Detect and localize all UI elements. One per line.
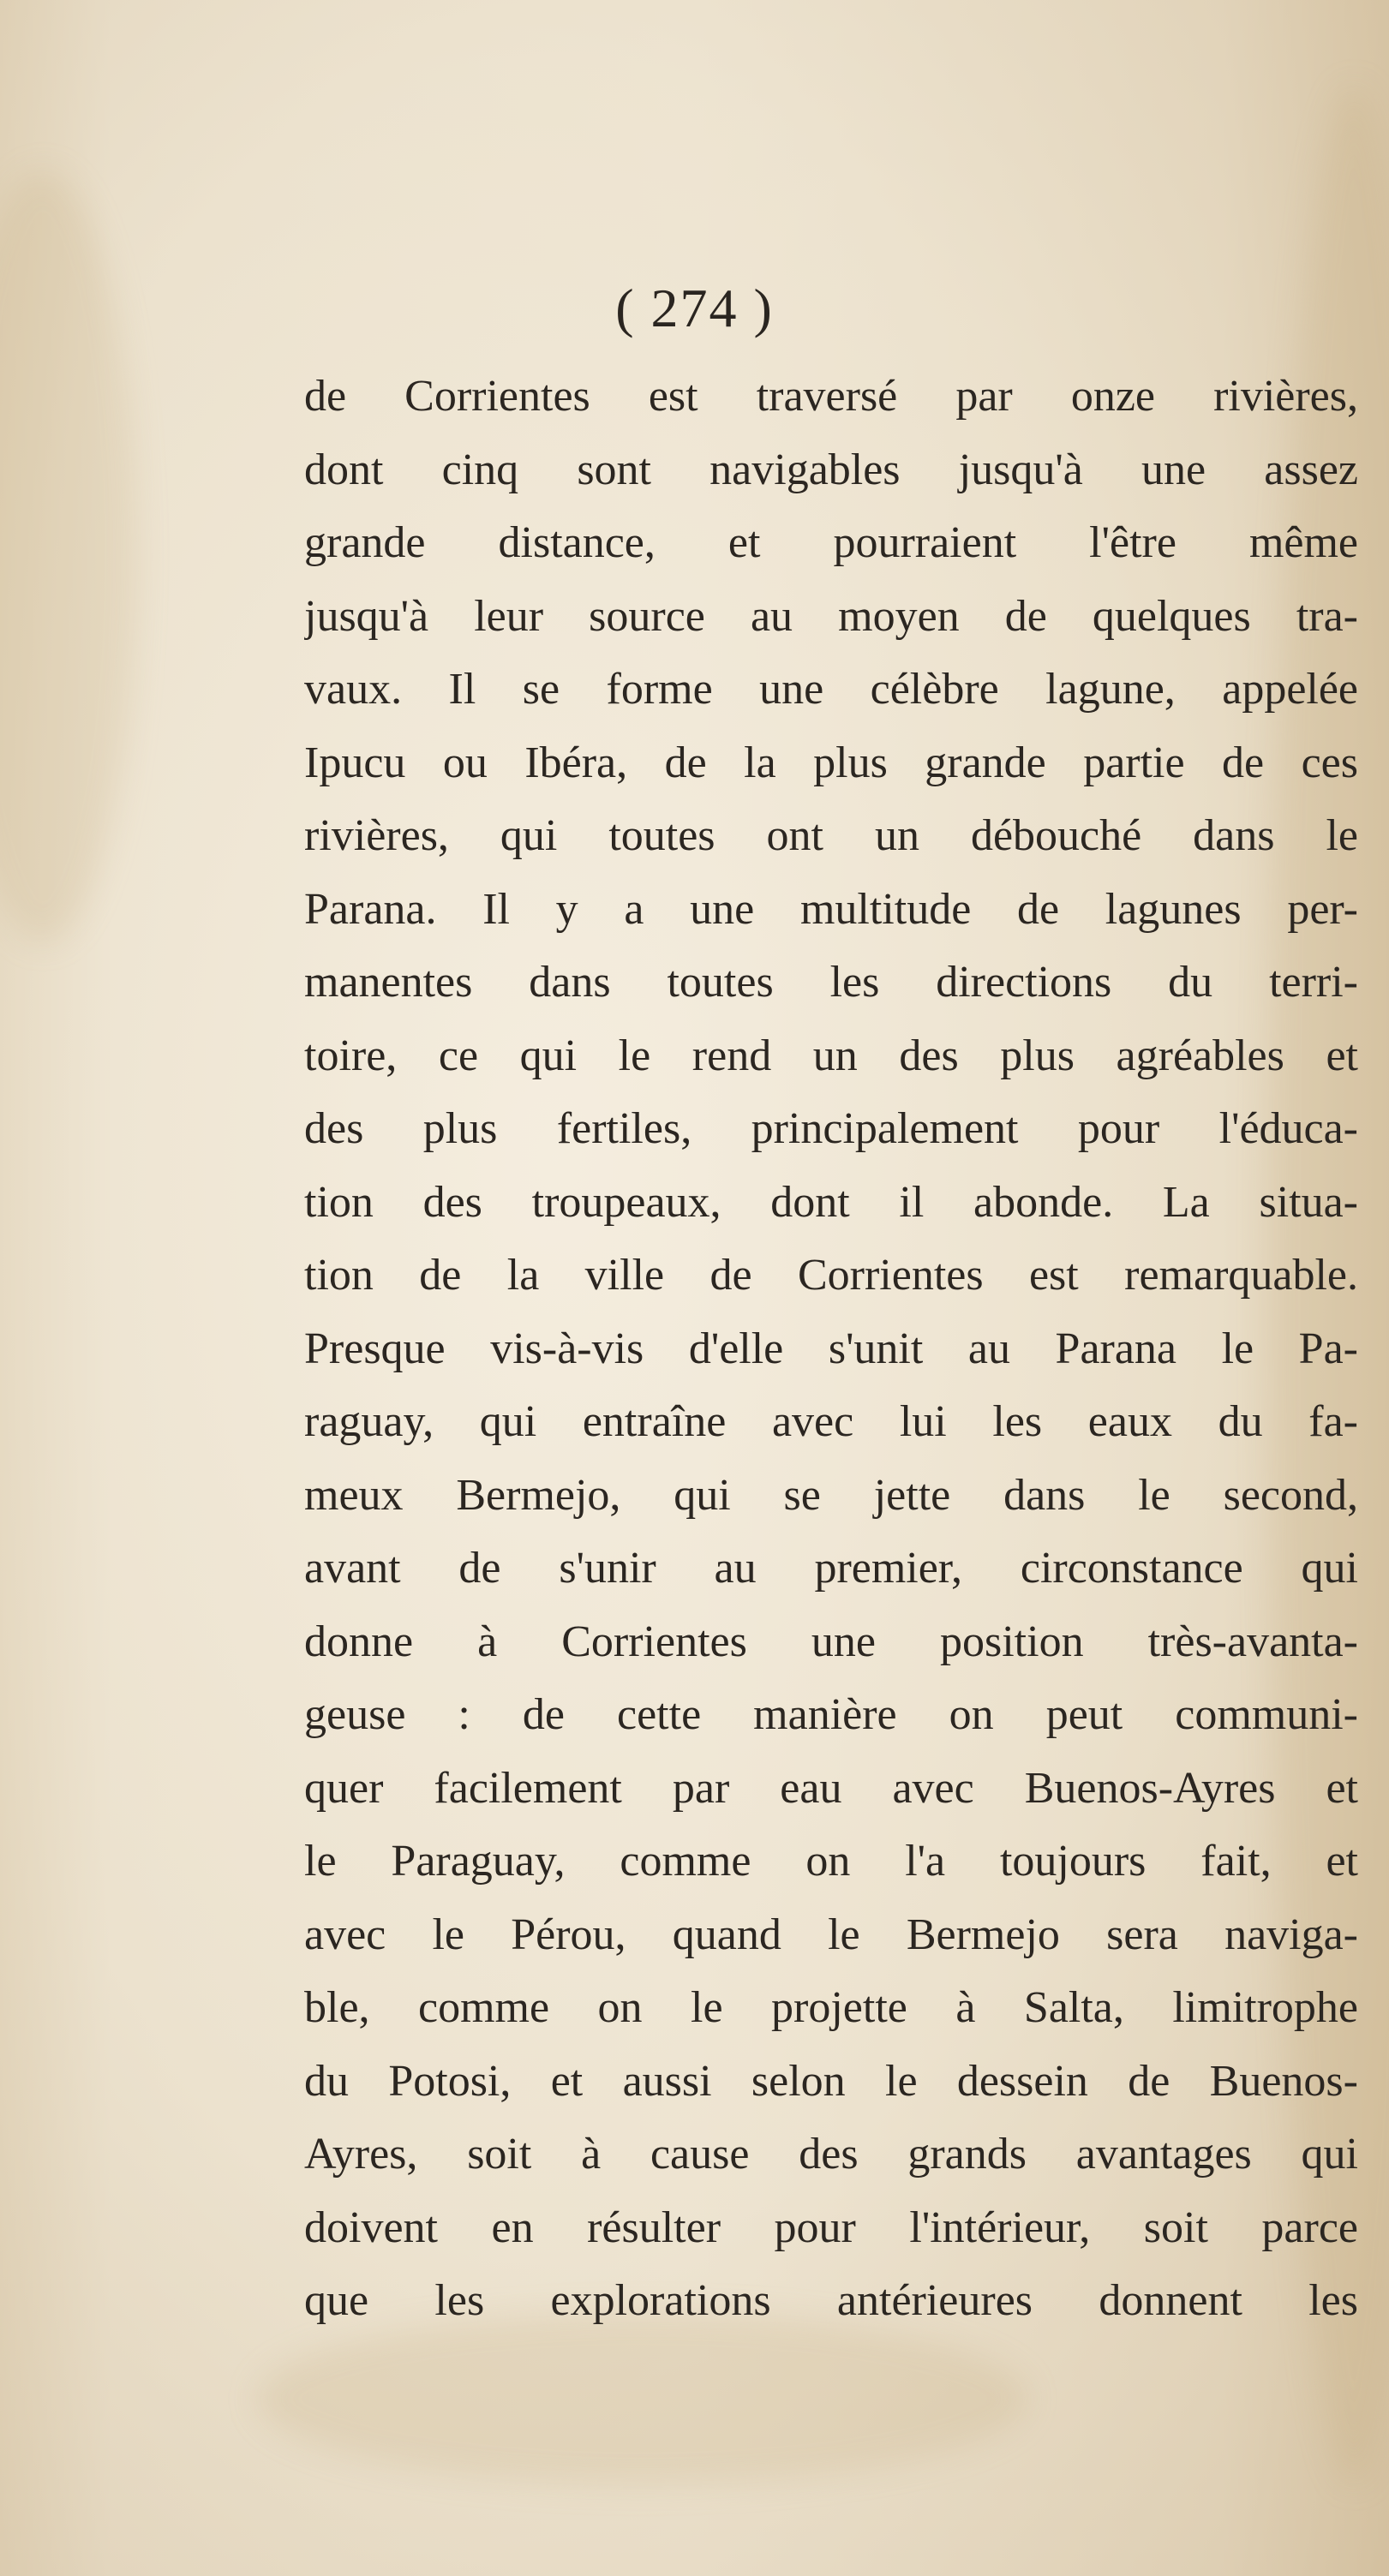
text-line: que les explorations antérieures donnent les	[304, 2276, 1358, 2325]
text-line: avant de s'unir au premier, circonstance qui	[304, 1544, 1358, 1593]
text-line: de Corrientes est traversé par onze rivières,	[304, 372, 1358, 421]
text-line: quer facilement par eau avec Buenos-Ayres et	[304, 1763, 1358, 1813]
text-line: doivent en résulter pour l'intérieur, soit parce	[304, 2202, 1358, 2252]
text-line: raguay, qui entraîne avec lui les eaux du fa-	[304, 1397, 1358, 1446]
text-line: des plus fertiles, principalement pour l'éduca-	[304, 1104, 1358, 1153]
text-line: Ipucu ou Ibéra, de la plus grande partie de ces	[304, 738, 1358, 787]
text-line: donne à Corrientes une position très-avanta-	[304, 1617, 1358, 1666]
text-line: manentes dans toutes les directions du terri-	[304, 958, 1358, 1007]
text-line: toire, ce qui le rend un des plus agréables et	[304, 1031, 1358, 1080]
text-line: rivières, qui toutes ont un débouché dans le	[304, 811, 1358, 860]
text-line: Ayres, soit à cause des grands avantages qui	[304, 2130, 1358, 2179]
text-line: tion des troupeaux, dont il abonde. La situa-	[304, 1177, 1358, 1227]
body-text	[304, 360, 1358, 2338]
text-line: ble, comme on le projette à Salta, limitrophe	[304, 1983, 1358, 2032]
text-line: meux Bermejo, qui se jette dans le second,	[304, 1470, 1358, 1520]
page-number: ( 274 )	[615, 278, 774, 338]
text-line: Parana. Il y a une multitude de lagunes per-	[304, 884, 1358, 934]
text-line: grande distance, et pourraient l'être même	[304, 518, 1358, 567]
text-line: du Potosi, et aussi selon le dessein de Buenos-	[304, 2056, 1358, 2106]
text-line: geuse : de cette manière on peut communi-	[304, 1690, 1358, 1739]
text-line: Presque vis-à-vis d'elle s'unit au Parana le Pa-	[304, 1324, 1358, 1373]
text-line: le Paraguay, comme on l'a toujours fait, et	[304, 1837, 1358, 1886]
text-line: tion de la ville de Corrientes est remarquable.	[304, 1251, 1358, 1300]
text-line: avec le Pérou, quand le Bermejo sera naviga-	[304, 1910, 1358, 1959]
text-line: dont cinq sont navigables jusqu'à une assez	[304, 445, 1358, 494]
page-bottom-shading	[257, 2313, 1028, 2484]
text-line: jusqu'à leur source au moyen de quelques tra-	[304, 591, 1358, 641]
text-line: vaux. Il se forme une célèbre lagune, appelée	[304, 665, 1358, 714]
